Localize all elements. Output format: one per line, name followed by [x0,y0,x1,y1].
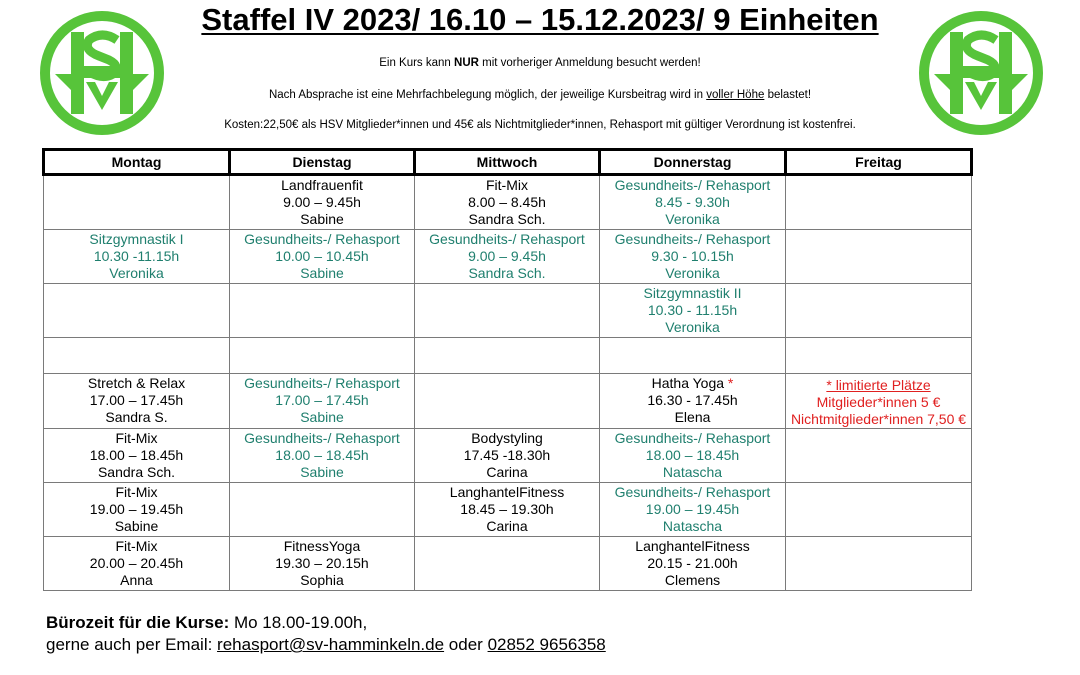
office-hours-time: Mo 18.00-19.00h, [229,613,368,632]
course-name: LanghantelFitness [635,538,750,554]
course-name: Bodystyling [471,430,543,446]
course-name: Sitzgymnastik II [643,285,742,301]
empty-cell [786,338,972,374]
multiple-booking-note [0,89,1080,101]
course-name: Gesundheits-/ Rehasport [614,430,771,446]
course-cell [600,374,786,429]
office-hours-label: Bürozeit für die Kurse: [46,613,230,632]
course-name: Stretch & Relax [87,375,186,391]
course-name: Gesundheits-/ Rehasport [614,484,771,500]
course-name: Gesundheits-/ Rehasport [244,231,400,247]
table-row [44,175,972,230]
page-title [0,2,1080,38]
course-time: 17.00 – 17.45h [275,392,369,408]
table-row [44,374,972,429]
course-trainer: Sabine [300,211,344,227]
course-cell [44,537,230,591]
empty-cell [230,483,415,537]
course-cell [600,284,786,338]
course-time: 8.45 - 9.30h [655,194,730,210]
empty-cell [230,284,415,338]
course-cell [415,175,600,230]
table-row [44,483,972,537]
rehasport-cell [230,374,415,429]
limited-places-title: * limitierte Plätze [826,377,931,393]
course-name: LanghantelFitness [449,484,565,500]
course-name: Gesundheits-/ Rehasport [429,231,585,247]
empty-cell [230,338,415,374]
course-trainer: Sophia [300,572,344,588]
empty-cell [415,537,600,591]
multiple-booking-suffix: belastet! [764,89,812,101]
course-trainer: Clemens [664,572,721,588]
empty-cell [600,338,786,374]
course-trainer: Carina [486,518,528,534]
course-time: 18.00 – 18.45h [275,447,369,463]
rehasport-cell [600,175,786,230]
non-member-price: Nichtmitglieder*innen 7,50 € [790,411,967,427]
table-row [44,429,972,483]
empty-cell [44,175,230,230]
course-trainer: Sandra S. [105,409,168,425]
course-time: 18.00 – 18.45h [89,447,184,463]
course-time: 18.00 – 18.45h [645,447,740,463]
course-trainer: Veronika [665,265,720,281]
empty-cell [786,284,972,338]
email-link[interactable]: rehasport@sv-hamminkeln.de [217,635,445,654]
course-time: 17.00 – 17.45h [89,392,184,408]
day-header-row [44,150,972,175]
rehasport-cell [230,230,415,284]
course-time: 17.45 -18.30h [463,447,551,463]
course-trainer: Elena [674,409,711,425]
empty-cell [415,374,600,429]
rehasport-cell [415,230,600,284]
table-row [44,284,972,338]
empty-cell [415,284,600,338]
registration-note-suffix: mit vorheriger Anmeldung besucht werden! [478,57,701,69]
course-cell [44,429,230,483]
rehasport-cell [230,429,415,483]
course-time: 10.00 – 10.45h [275,248,369,264]
rehasport-cell [600,429,786,483]
course-trainer: Veronika [109,265,164,281]
course-name: Fit-Mix [115,484,158,500]
course-name: FitnessYoga [283,538,361,554]
course-trainer: Sabine [300,409,344,425]
limited-marker: * [727,375,734,391]
multiple-booking-underline: voller Höhe [706,89,765,101]
member-price: Mitglieder*innen 5 € [816,394,941,410]
costs-note: Kosten:22,50€ als HSV Mitglieder*innen und 45€ als Nichtmitglieder*innen, Rehasport mit gültiger Verordnung ist kostenfrei. [224,119,856,131]
course-trainer: Sabine [300,265,344,281]
course-cell [44,374,230,429]
course-trainer: Sandra Sch. [468,265,546,281]
empty-cell [786,230,972,284]
course-trainer: Natascha [662,518,723,534]
day-header-wednesday: Mittwoch [415,150,600,175]
limited-places-note [786,374,972,429]
empty-cell [44,338,230,374]
empty-cell [786,429,972,483]
registration-note-prefix: Ein Kurs kann [379,57,455,69]
phone-link[interactable]: 02852 9656358 [487,635,606,654]
empty-cell [786,537,972,591]
course-cell [415,483,600,537]
schedule-table [42,148,973,591]
course-cell [230,537,415,591]
course-cell [230,175,415,230]
course-time: 9.00 – 9.45h [468,248,546,264]
course-name: Sitzgymnastik I [89,231,184,247]
course-time: 16.30 - 17.45h [647,392,738,408]
page-title-text: Staffel IV 2023/ 16.10 – 15.12.2023/ 9 Einheiten [201,2,879,37]
table-row [44,338,972,374]
course-trainer: Veronika [665,319,720,335]
course-time: 9.30 - 10.15h [651,248,734,264]
course-time: 8.00 – 8.45h [468,194,546,210]
course-name: Fit-Mix [115,430,158,446]
empty-cell [786,175,972,230]
course-name: Gesundheits-/ Rehasport [244,375,400,391]
course-name: Gesundheits-/ Rehasport [244,430,400,446]
day-header-tuesday: Dienstag [230,150,415,175]
course-time: 19.30 – 20.15h [275,555,369,571]
course-time: 20.15 - 21.00h [647,555,738,571]
office-hours [46,613,367,633]
course-time: 10.30 -11.15h [93,248,180,264]
course-time: 20.00 – 20.45h [89,555,184,571]
course-name: Gesundheits-/ Rehasport [614,231,771,247]
empty-cell [44,284,230,338]
multiple-booking-prefix: Nach Absprache ist eine Mehrfachbelegung möglich, der jeweilige Kursbeitrag wird in [268,89,707,101]
course-trainer: Sabine [114,518,159,534]
contact-line [46,635,606,655]
course-name-line [600,375,785,392]
course-trainer: Natascha [662,464,723,480]
contact-prefix: gerne auch per Email: [46,635,218,654]
course-name: Fit-Mix [115,538,158,554]
course-trainer: Sabine [300,464,344,480]
course-trainer: Carina [486,464,528,480]
table-row [44,537,972,591]
course-cell [44,230,230,284]
course-trainer: Veronika [665,211,720,227]
course-name: Landfrauenfit [281,177,363,193]
registration-note-bold: NUR [454,57,479,69]
course-cell [44,483,230,537]
course-time: 19.00 – 19.45h [645,501,740,517]
contact-mid: oder [444,635,488,654]
course-trainer: Anna [120,572,153,588]
empty-cell [415,338,600,374]
course-trainer: Sandra Sch. [97,464,176,480]
rehasport-cell [600,230,786,284]
day-header-thursday: Donnerstag [600,150,786,175]
course-name: Hatha Yoga [651,375,725,391]
course-time: 19.00 – 19.45h [89,501,184,517]
course-trainer: Sandra Sch. [468,211,546,227]
day-header-monday: Montag [44,150,230,175]
empty-cell [786,483,972,537]
course-time: 18.45 – 19.30h [460,501,554,517]
day-header-friday: Freitag [786,150,972,175]
course-cell [415,429,600,483]
table-row [44,230,972,284]
course-cell [600,537,786,591]
course-name: Gesundheits-/ Rehasport [614,177,771,193]
course-time: 10.30 - 11.15h [647,302,738,318]
registration-note [0,57,1080,69]
rehasport-cell [600,483,786,537]
course-time: 9.00 – 9.45h [283,194,361,210]
course-name: Fit-Mix [486,177,528,193]
